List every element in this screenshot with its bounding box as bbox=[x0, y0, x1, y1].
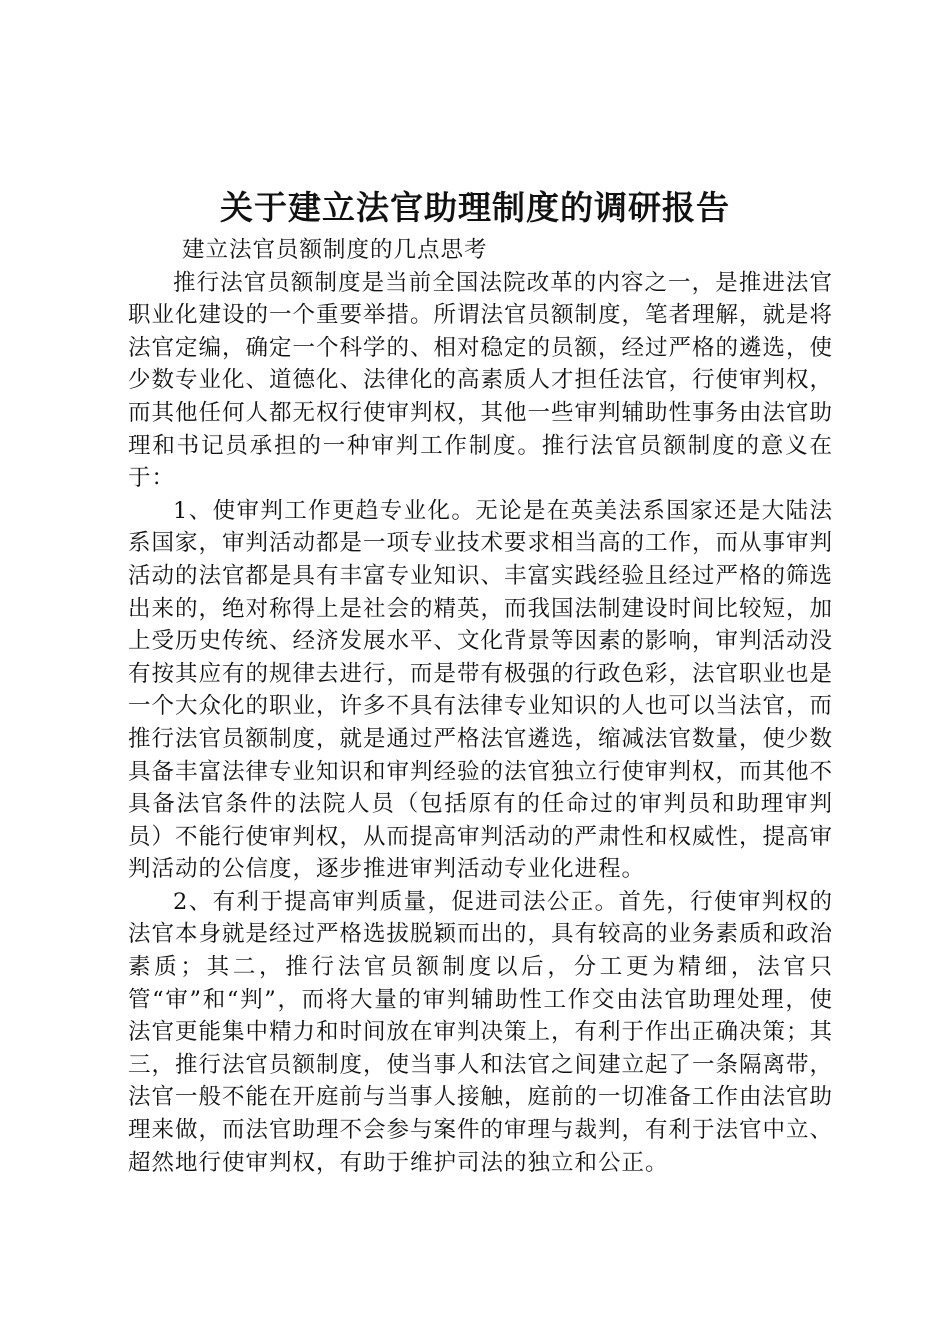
paragraph-intro: 推行法官员额制度是当前全国法院改革的内容之一，是推进法官职业化建设的一个重要举措。所谓法官员额制度，笔者理解，就是将法官定编，确定一个科学的、相对稳定的员额，经过严格的遴选，使少数专业化、道德化、法律化的高素质人才担任法官，行使审判权，而其他任何人都无权行使审判权，其他一些审判辅助性事务由法官助理和书记员承担的一种审判工作制度。推行法官员额制度的意义在于： bbox=[128, 269, 834, 492]
document-subtitle: 建立法官员额制度的几点思考 bbox=[182, 237, 488, 263]
paragraph-point-2: 2、有利于提高审判质量，促进司法公正。首先，行使审判权的法官本身就是经过严格选拔脱颖而出的，具有较高的业务素质和政治素质；其二，推行法官员额制度以后，分工更为精细，法官只管“审”和“判”，而将大量的审判辅助性工作交由法官助理处理，使法官更能集中精力和时间放在审判决策上，有利于作出正确决策；其三，推行法官员额制度，使当事人和法官之间建立起了一条隔离带，法官一般不能在开庭前与当事人接触，庭前的一切准备工作由法官助理来做，而法官助理不会参与案件的审理与裁判，有利于法官中立、超然地行使审判权，有助于维护司法的独立和公正。 bbox=[128, 888, 834, 1176]
document-body bbox=[128, 234, 833, 1179]
paragraph-point-1: 1、使审判工作更趋专业化。无论是在英美法系国家还是大陆法系国家，审判活动都是一项专业技术要求相当高的工作，而从事审判活动的法官都是具有丰富专业知识、丰富实践经验且经过严格的筛选出来的，绝对称得上是社会的精英，而我国法制建设时间比较短，加上受历史传统、经济发展水平、文化背景等因素的影响，审判活动没有按其应有的规律去进行，而是带有极强的行政色彩，法官职业也是一个大众化的职业，许多不具有法律专业知识的人也可以当法官，而推行法官员额制度，就是通过严格法官遴选，缩减法官数量，使少数具备丰富法律专业知识和审判经验的法官独立行使审判权，而其他不具备法官条件的法院人员（包括原有的任命过的审判员和助理审判员）不能行使审判权，从而提高审判活动的严肃性和权威性，提高审判活动的公信度，逐步推进审判活动专业化进程。 bbox=[128, 497, 834, 883]
document-title: 关于建立法官助理制度的调研报告 bbox=[220, 188, 730, 227]
